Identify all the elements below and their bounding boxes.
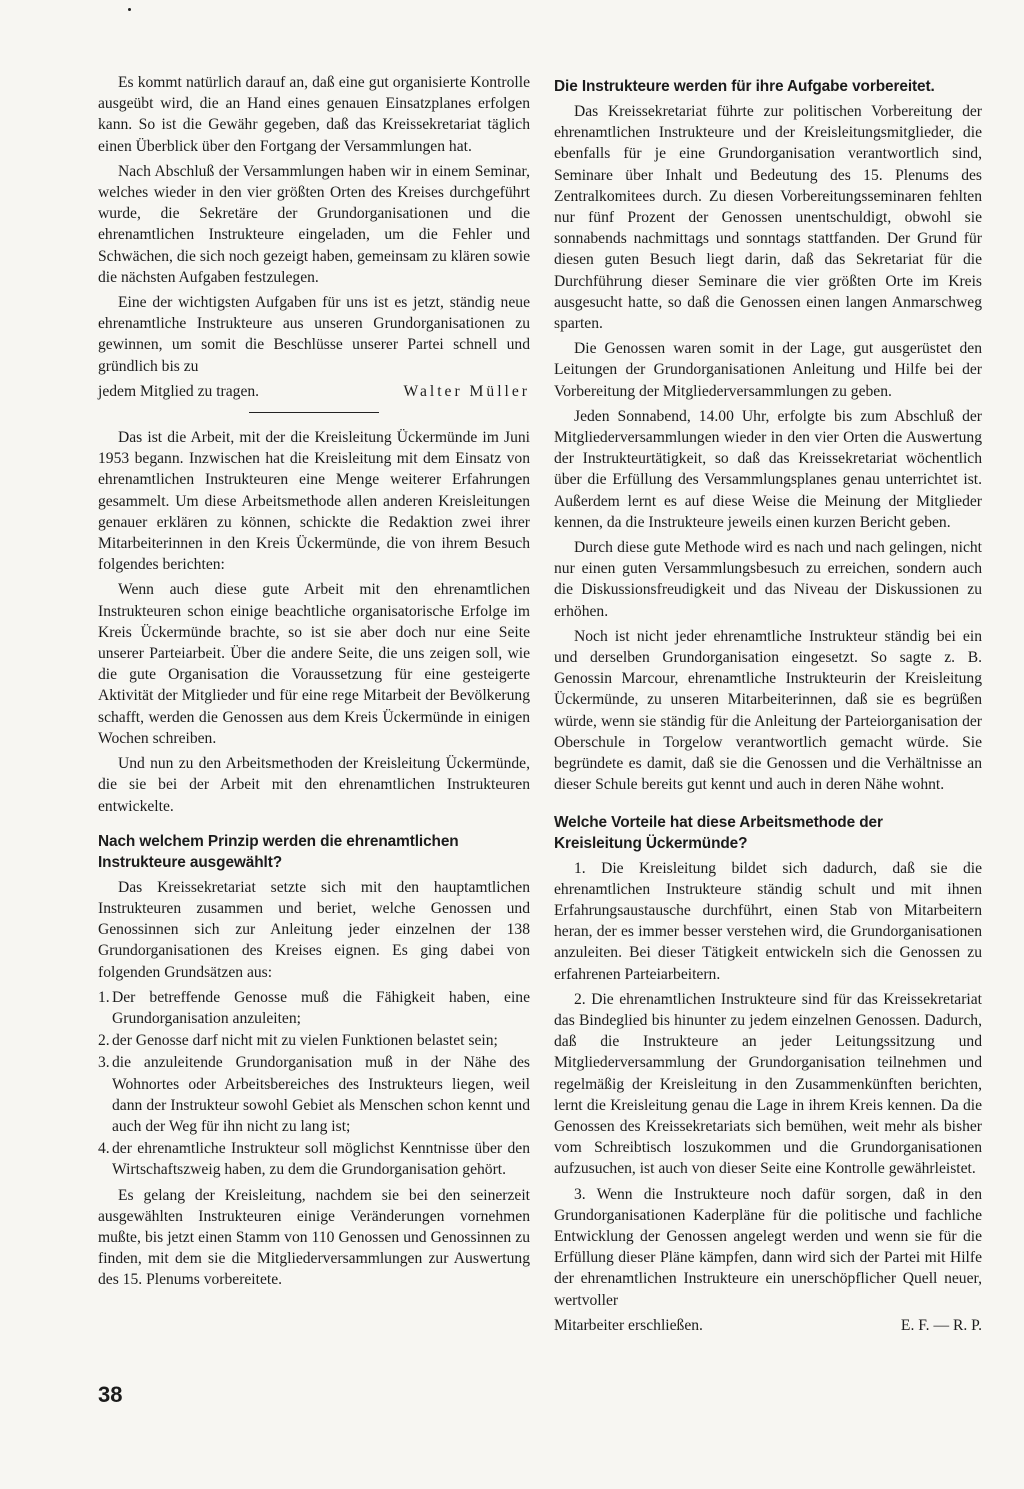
author-signature: Walter Müller <box>403 382 530 400</box>
list-item: 4. der ehrenamtliche Instrukteur soll möglichst Kenntnisse über den Wirtschaftszweig haben, zu dem die Grundorganisation gehört. <box>98 1140 530 1179</box>
author-initials: E. F. — R. P. <box>900 1316 982 1334</box>
paragraph: 2. Die ehrenamtlichen Instrukteure sind für das Kreissekretariat das Bindeglied bis hinunter zu jedem einzelnen Genossen. Dadurch, daß die Instrukteure an jeder Leitungssitzung und Mitgliederversammlung der Grundorganisation teilnehmen und regelmäßig der Kreisleitung in den Zusammenkünften berichten, lernt die Kreisleitung genau die Lage in ihrem Kreis kennen. Da die Genossen des Kreissekretariats sich bemühen, weit mehr als bisher vom Schreibtisch loszukommen und die Grundorganisationen aufzusuchen, ist auch von dieser Seite eine Kontrolle gewährleistet. <box>554 990 982 1178</box>
paragraph: Durch diese gute Methode wird es nach und nach gelingen, nicht nur einen guten Versammlungsbesuch zu erreichen, sondern auch die Diskussionsfreudigkeit und das Niveau der Diskussionen zu erhöhen. <box>554 539 982 620</box>
right-column <box>554 76 982 1336</box>
list-item: 1. Der betreffende Genosse muß die Fähigkeit haben, eine Grundorganisation anzuleiten; <box>98 988 530 1027</box>
paragraph: Das Kreissekretariat führte zur politischen Vorbereitung der ehrenamtlichen Instrukteure und der Kreisleitungsmitglieder, die ebenfalls für je eine Grundorganisation verantwortlich sind, Seminare über Inhalt und Bedeutung des 15. Plenums des Zentralkomitees durch. Zu diesen Vorbereitungsseminaren fehlten nur fünf Prozent der Genossen unentschuldigt, obwohl sie sonnabends nachmittags und sonntags stattfanden. Der Grund für diesen guten Besuch liegt darin, daß das Sekretariat für die Durchführung dieser Seminare die vier größten Orte im Kreis ausgesucht hatte, so daß die Genossen einen langen Anmarschweg sparten. <box>554 103 982 333</box>
list-item: 2. der Genosse darf nicht mit zu vielen Funktionen belastet sein; <box>98 1032 498 1050</box>
paragraph: Das Kreissekretariat setzte sich mit den hauptamtlichen Instrukteuren zusammen und beriet, welche Genossen und Genossinnen sich zur Anleitung jeder einzelnen der 138 Grundorganisationen des Kreises eignen. Es ging dabei von folgenden Grundsätzen aus: <box>98 878 530 981</box>
paragraph: Und nun zu den Arbeitsmethoden der Kreisleitung Ückermünde, die sie bei der Arbeit mit den ehrenamtlichen Instrukteuren entwickelte. <box>98 755 530 815</box>
paragraph: Nach Abschluß der Versammlungen haben wir in einem Seminar, welches wieder in den vier größten Orten des Kreises durchgeführt wurde, die Sekretäre der Grundorganisationen und die ehrenamtlichen Instrukteure eingeladen, um die Fehler und Schwächen, die sich noch gezeigt haben, gemeinsam zu klären sowie die nächsten Aufgaben festzulegen. <box>98 162 530 286</box>
signature-line <box>98 381 530 402</box>
paragraph-end: jedem Mitglied zu tragen. <box>98 382 260 400</box>
separator-rule <box>249 412 379 413</box>
print-speck <box>128 8 131 11</box>
paragraph: Jeden Sonnabend, 14.00 Uhr, erfolgte bis zum Abschluß der Mitgliederversammlungen wieder in den vier Orten die Auswertung der Instrukteurtätigkeit, so daß das Kreissekretariat wöchentlich über die Erfüllung des Versammlungsplanes genau unterrichtet ist. Außerdem lernt es auf diese Weise die Meinung der Mitglieder kennen, da die Instrukteure jeweils einen kurzen Bericht geben. <box>554 407 982 531</box>
paragraph: Es gelang der Kreisleitung, nachdem sie bei den seinerzeit ausgewählten Instrukteuren einige Veränderungen vornehmen mußte, bis jetzt einen Stamm von 110 Genossen und Genossinnen zu finden, mit dem sie die Mitgliederversammlungen zur Auswertung des 15. Plenums vorbereitete. <box>98 1186 530 1289</box>
paragraph: 3. Wenn die Instrukteure noch dafür sorgen, daß in den Grundorganisationen Kaderpläne für die politische und fachliche Entwicklung der Genossen angelegt werden und wenn sie für die Erfüllung dieser Pläne kämpfen, dann wird sich der Partei mit Hilfe der ehrenamtlichen Instrukteure ein unerschöpflicher Quell neuer, wertvoller <box>554 1185 982 1309</box>
paragraph: Die Genossen waren somit in der Lage, gut ausgerüstet den Leitungen der Grundorganisationen Anleitung und Hilfe bei der Vorbereitung der Mitgliederversammlungen zu geben. <box>554 340 982 400</box>
paragraph: 1. Die Kreisleitung bildet sich dadurch, daß sie die ehrenamtlichen Instrukteure ständig schult und mit ihnen Erfahrungsaustausche durchführt, einen Stab von Mitarbeitern heran, der es immer besser verstehen wird, die Grundorganisationen anzuleiten. Bei dieser Tätigkeit entwickeln sich die Genossen zu erfahrenen Parteiarbeitern. <box>554 859 982 983</box>
section-heading: Die Instrukteure werden für ihre Aufgabe vorbereitet. <box>554 78 935 95</box>
list-item: 3. die anzuleitende Grundorganisation muß in der Nähe des Wohnortes oder Arbeitsbereiches des Instrukteurs liegen, weil dann der Instrukteur sowohl Gebiet als Menschen schon kennt und auch der Weg für ihn nicht zu lang ist; <box>98 1054 530 1135</box>
criteria-list <box>98 987 530 1181</box>
section-heading: Welche Vorteile hat diese Arbeitsmethode der Kreisleitung Ückermünde? <box>554 813 883 852</box>
paragraph: Eine der wichtigsten Aufgaben für uns ist es jetzt, ständig neue ehrenamtliche Instrukteure aus unseren Grundorganisationen zu gewinnen, um somit die Beschlüsse unserer Partei schnell und gründlich bis zu <box>98 294 530 375</box>
section-heading: Nach welchem Prinzip werden die ehrenamtlichen Instrukteure ausgewählt? <box>98 832 459 871</box>
paragraph: Das ist die Arbeit, mit der die Kreisleitung Ückermünde im Juni 1953 begann. Inzwischen hat die Kreisleitung mit dem Einsatz von ehrenamtlichen Instrukteuren eine Menge weiterer Erfahrungen gesammelt. Um diese Arbeitsmethode allen anderen Kreisleitungen genauer erklären zu können, schickte die Redaktion zwei ihrer Mitarbeiterinnen in den Kreis Ückermünde, die von ihrem Besuch folgendes berichten: <box>98 429 530 574</box>
left-column <box>98 72 530 1295</box>
page-number: 38 <box>98 1382 123 1407</box>
paragraph-end: Mitarbeiter erschließen. <box>554 1316 703 1334</box>
signature-line <box>554 1315 982 1336</box>
paragraph: Es kommt natürlich darauf an, daß eine gut organisierte Kontrolle ausgeübt wird, die an Hand eines genauen Einsatzplanes erfolgen kann. So ist die Gewähr gegeben, daß das Kreissekretariat täglich einen Überblick über den Fortgang der Versammlungen hat. <box>98 74 530 155</box>
paragraph: Wenn auch diese gute Arbeit mit den ehrenamtlichen Instrukteuren schon einige beachtliche organisatorische Erfolge im Kreis Ückermünde brachte, so ist sie aber doch nur eine Seite unserer Parteiarbeit. Über die andere Seite, die uns zeigen soll, wie die gute Organisation die Voraussetzung für eine gesteigerte Aktivität der Mitglieder und für eine rege Mitarbeit der Bevölkerung schafft, werden die Genossen aus dem Kreis Ückermünde in einigen Wochen schreiben. <box>98 581 530 747</box>
paragraph: Noch ist nicht jeder ehrenamtliche Instrukteur ständig bei ein und derselben Grundorganisation eingesetzt. So sagte z. B. Genossin Marcour, ehrenamtliche Instrukteurin der Kreisleitung Ückermünde, zu unseren Mitarbeiterinnen, daß sie es begrüßen würde, wenn sie ständig für die Anleitung der Parteiorganisation der Oberschule in Torgelow verantwortlich gemacht würde. Sie begründete es damit, daß sie die Genossen und die Verhältnisse an dieser Schule bereits gut kennt und auch in deren Nähe wohnt. <box>554 627 982 794</box>
